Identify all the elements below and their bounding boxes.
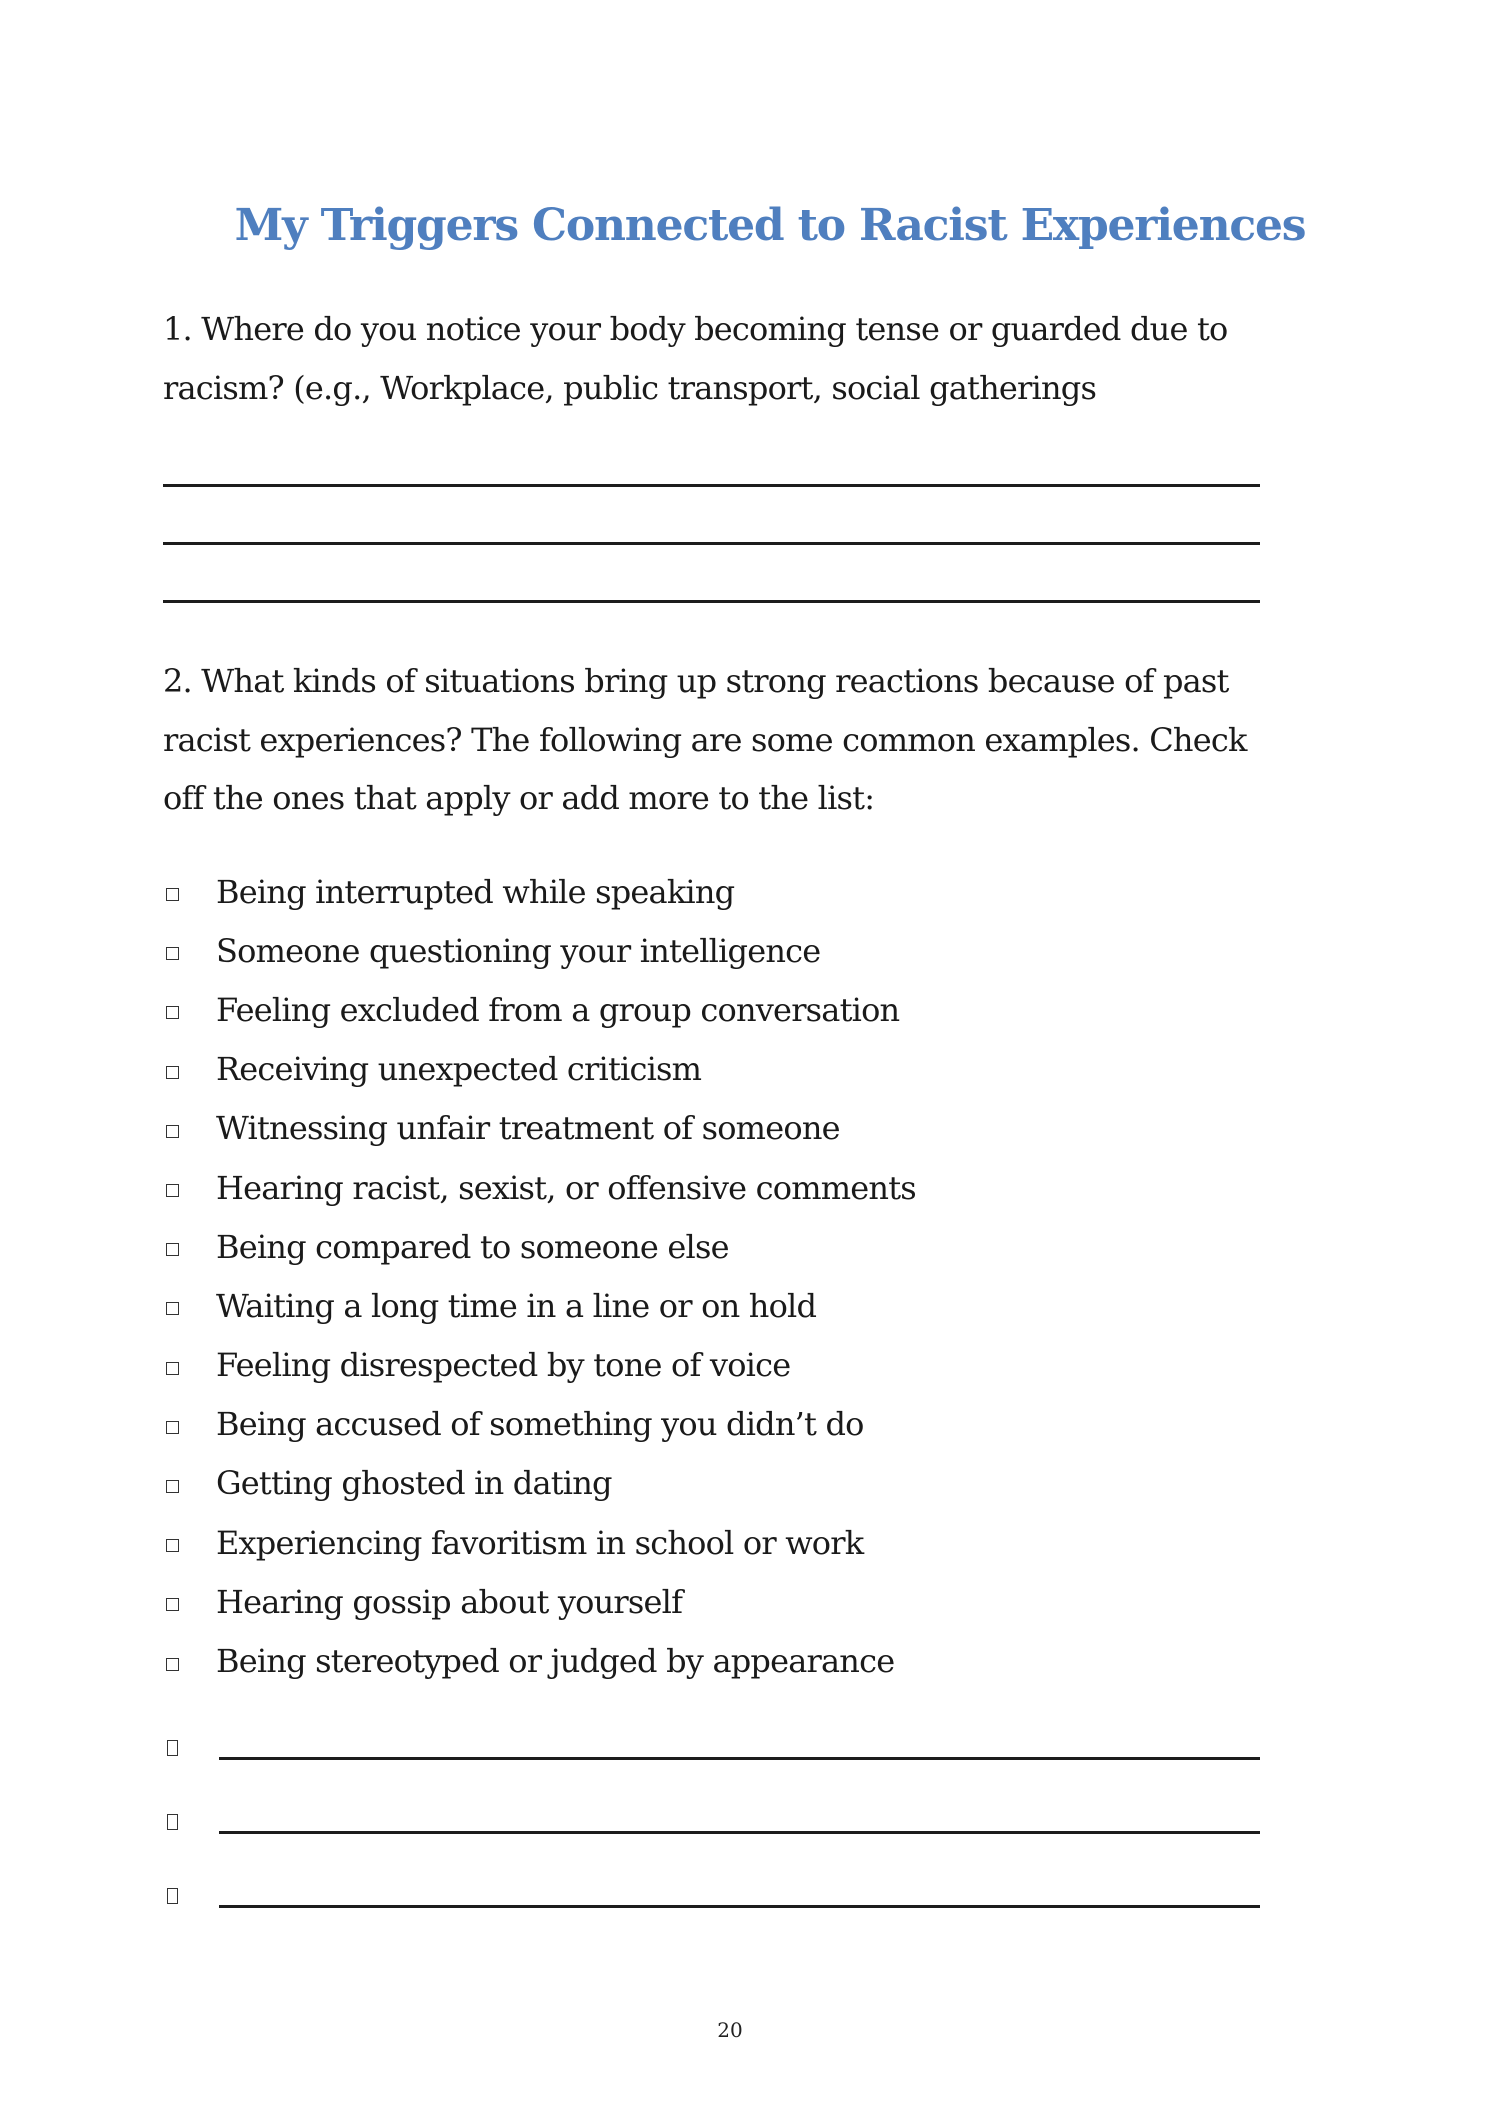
checkbox-icon[interactable] [166,888,179,901]
checklist-item-label: Being accused of something you didn’t do [216,1405,864,1444]
trigger-checklist [163,862,916,1691]
checklist-item[interactable] [163,1454,916,1513]
checkbox-icon[interactable] [166,1125,179,1138]
checklist-item[interactable] [163,1040,916,1099]
custom-entry-line[interactable] [219,1905,1260,1908]
checklist-item-label: Hearing gossip about yourself [216,1582,683,1621]
page-title: My Triggers Connected to Racist Experiences [234,200,1306,251]
checkbox-icon[interactable] [166,1006,179,1019]
question-1-answer-line-2[interactable] [163,542,1260,545]
page-number: 20 [717,2018,743,2042]
checklist-item-label: Being interrupted while speaking [216,872,735,911]
checklist-item[interactable] [163,1336,916,1395]
checkbox-icon[interactable] [167,1814,178,1830]
checkbox-icon[interactable] [166,947,179,960]
question-1-answer-line-3[interactable] [163,600,1260,603]
checkbox-icon[interactable] [166,1480,179,1493]
checklist-item-label: Hearing racist, sexist, or offensive comments [216,1168,916,1207]
checkbox-icon[interactable] [167,1888,178,1904]
checkbox-icon[interactable] [166,1421,179,1434]
checklist-item[interactable] [163,1099,916,1158]
checkbox-icon[interactable] [166,1243,179,1256]
checklist-item-label: Feeling excluded from a group conversation [216,990,900,1029]
checkbox-icon[interactable] [166,1362,179,1375]
checklist-item-label: Waiting a long time in a line or on hold [216,1286,817,1325]
checkbox-icon[interactable] [166,1066,179,1079]
checklist-item[interactable] [163,1217,916,1276]
checklist-item-label: Getting ghosted in dating [216,1464,612,1503]
checklist-item[interactable] [163,1158,916,1217]
checklist-item-label: Experiencing favoritism in school or work [216,1523,864,1562]
checklist-item[interactable] [163,1395,916,1454]
custom-entry-line[interactable] [219,1831,1260,1834]
custom-entry-row-3 [163,1888,1263,1928]
custom-entry-row-2 [163,1814,1263,1854]
checklist-item[interactable] [163,980,916,1039]
checklist-item[interactable] [163,862,916,921]
checkbox-icon[interactable] [166,1598,179,1611]
checklist-item[interactable] [163,1572,916,1631]
checklist-item-label: Receiving unexpected criticism [216,1050,702,1089]
checklist-item[interactable] [163,1276,916,1335]
checklist-item[interactable] [163,921,916,980]
checklist-item-label: Being compared to someone else [216,1227,729,1266]
checklist-item[interactable] [163,1513,916,1572]
checklist-item-label: Feeling disrespected by tone of voice [216,1346,791,1385]
checkbox-icon[interactable] [166,1184,179,1197]
checklist-item-label: Someone questioning your intelligence [216,931,821,970]
checklist-item-label: Being stereotyped or judged by appearance [216,1642,895,1681]
checklist-item-label: Witnessing unfair treatment of someone [216,1109,840,1148]
question-1-answer-line-1[interactable] [163,484,1260,487]
checkbox-icon[interactable] [166,1302,179,1315]
checkbox-icon[interactable] [166,1539,179,1552]
question-1-text: 1. Where do you notice your body becoming tense or guarded due to racism? (e.g., Workplace, public transport, social gatherings [163,310,1228,407]
question-2-text: 2. What kinds of situations bring up strong reactions because of past racist experiences? The following are some common examples. Check off the ones that apply or add more to the list: [163,662,1247,817]
custom-entry-line[interactable] [219,1757,1260,1760]
checkbox-icon[interactable] [167,1740,178,1756]
checklist-item[interactable] [163,1631,916,1690]
checkbox-icon[interactable] [166,1658,179,1671]
custom-entry-row-1 [163,1740,1263,1780]
